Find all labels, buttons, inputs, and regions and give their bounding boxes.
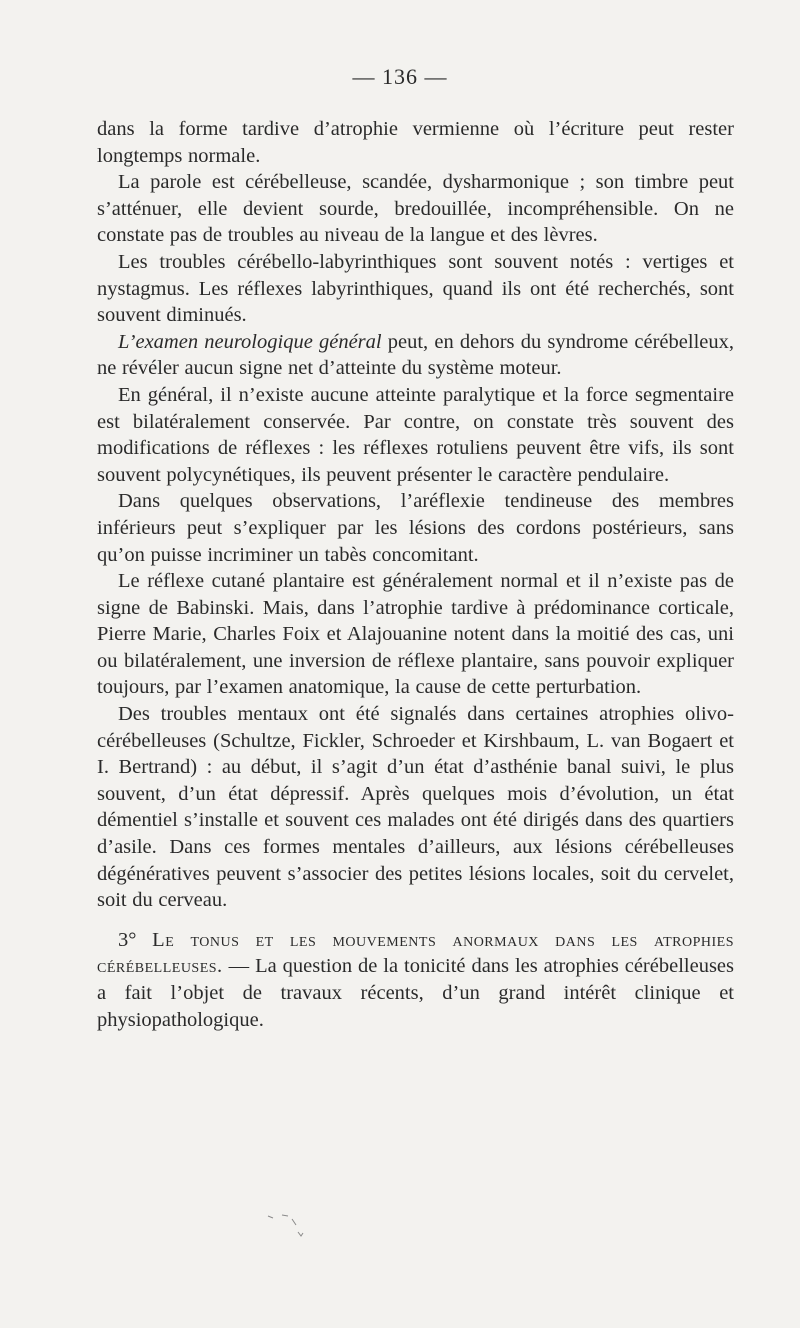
paragraph: dans la forme tardive d’atrophie vermienne où l’écriture peut rester longtemps normale. bbox=[97, 118, 734, 167]
section-text: La question de la tonicité dans les atrophies cérébelleuses a fait l’objet de travaux récents, d’un grand intérêt clinique et physiopathologique. bbox=[97, 955, 734, 1031]
paragraph: Dans quelques observations, l’aréflexie tendineuse des membres inférieurs peut s’expliquer par les lésions des cordons postérieurs, sans qu’on puisse incriminer un tabès concomitant. bbox=[97, 490, 734, 566]
paragraph-text: peut, en dehors du syndrome cérébelleux, ne révéler aucun signe net d’atteinte du système moteur. bbox=[97, 330, 734, 380]
paragraph: En général, il n’existe aucune atteinte paralytique et la force segmentaire est bilatéralement conservée. Par contre, on constate très souvent des modifications de réflexes : les réflexes rotuliens peuvent être vifs, ils sont souvent polycynétiques, ils peuvent présenter le caractère pendulaire. bbox=[97, 383, 734, 486]
section-paragraph bbox=[97, 927, 734, 1033]
section-number: 3° bbox=[118, 928, 137, 951]
ink-mark bbox=[262, 1212, 308, 1240]
paragraph: La parole est cérébelleuse, scandée, dysharmonique ; son timbre peut s’atténuer, elle devient sourde, bredouillée, incompréhensible. On ne constate pas de troubles au niveau de la langue et des lèvres. bbox=[97, 171, 734, 247]
section-heading: Le tonus et les mouvements anormaux dans les atrophies cérébelleuses. bbox=[97, 928, 734, 978]
page-number: — 136 — bbox=[352, 64, 448, 89]
body-text bbox=[97, 116, 734, 1033]
paragraph: Les troubles cérébello-labyrinthiques sont souvent notés : vertiges et nystagmus. Les réflexes labyrinthiques, quand ils ont été recherchés, sont souvent diminués. bbox=[97, 250, 734, 327]
section-dash: — bbox=[222, 955, 256, 978]
paragraph bbox=[97, 329, 734, 382]
paragraph: Des troubles mentaux ont été signalés dans certaines atrophies olivo-cérébelleuses (Schultze, Fickler, Schroeder et Kirshbaum, L. van Bogaert et I. Bertrand) : au début, il s’agit d’un état d’asthénie banal suivi, le plus souvent, d’un état dépressif. Après quelques mois d’évolution, un état démentiel s’installe et souvent ces malades ont été dirigés dans des quartiers d’asile. Dans ces formes mentales d’ailleurs, aux lésions cérébelleuses dégénératives peuvent s’associer des petites lésions locales, soit du cervelet, soit du cerveau. bbox=[97, 703, 734, 912]
italic-phrase: L’examen neurologique général bbox=[118, 330, 382, 353]
paragraph: Le réflexe cutané plantaire est généralement normal et il n’existe pas de signe de Babinski. Mais, dans l’atrophie tardive à prédominance corticale, Pierre Marie, Charles Foix et Alajouanine notent dans la moitié des cas, uni ou bilatéralement, une inversion de réflexe plantaire, sans pouvoir expliquer toujours, par l’examen anatomique, la cause de cette perturbation. bbox=[97, 570, 734, 699]
